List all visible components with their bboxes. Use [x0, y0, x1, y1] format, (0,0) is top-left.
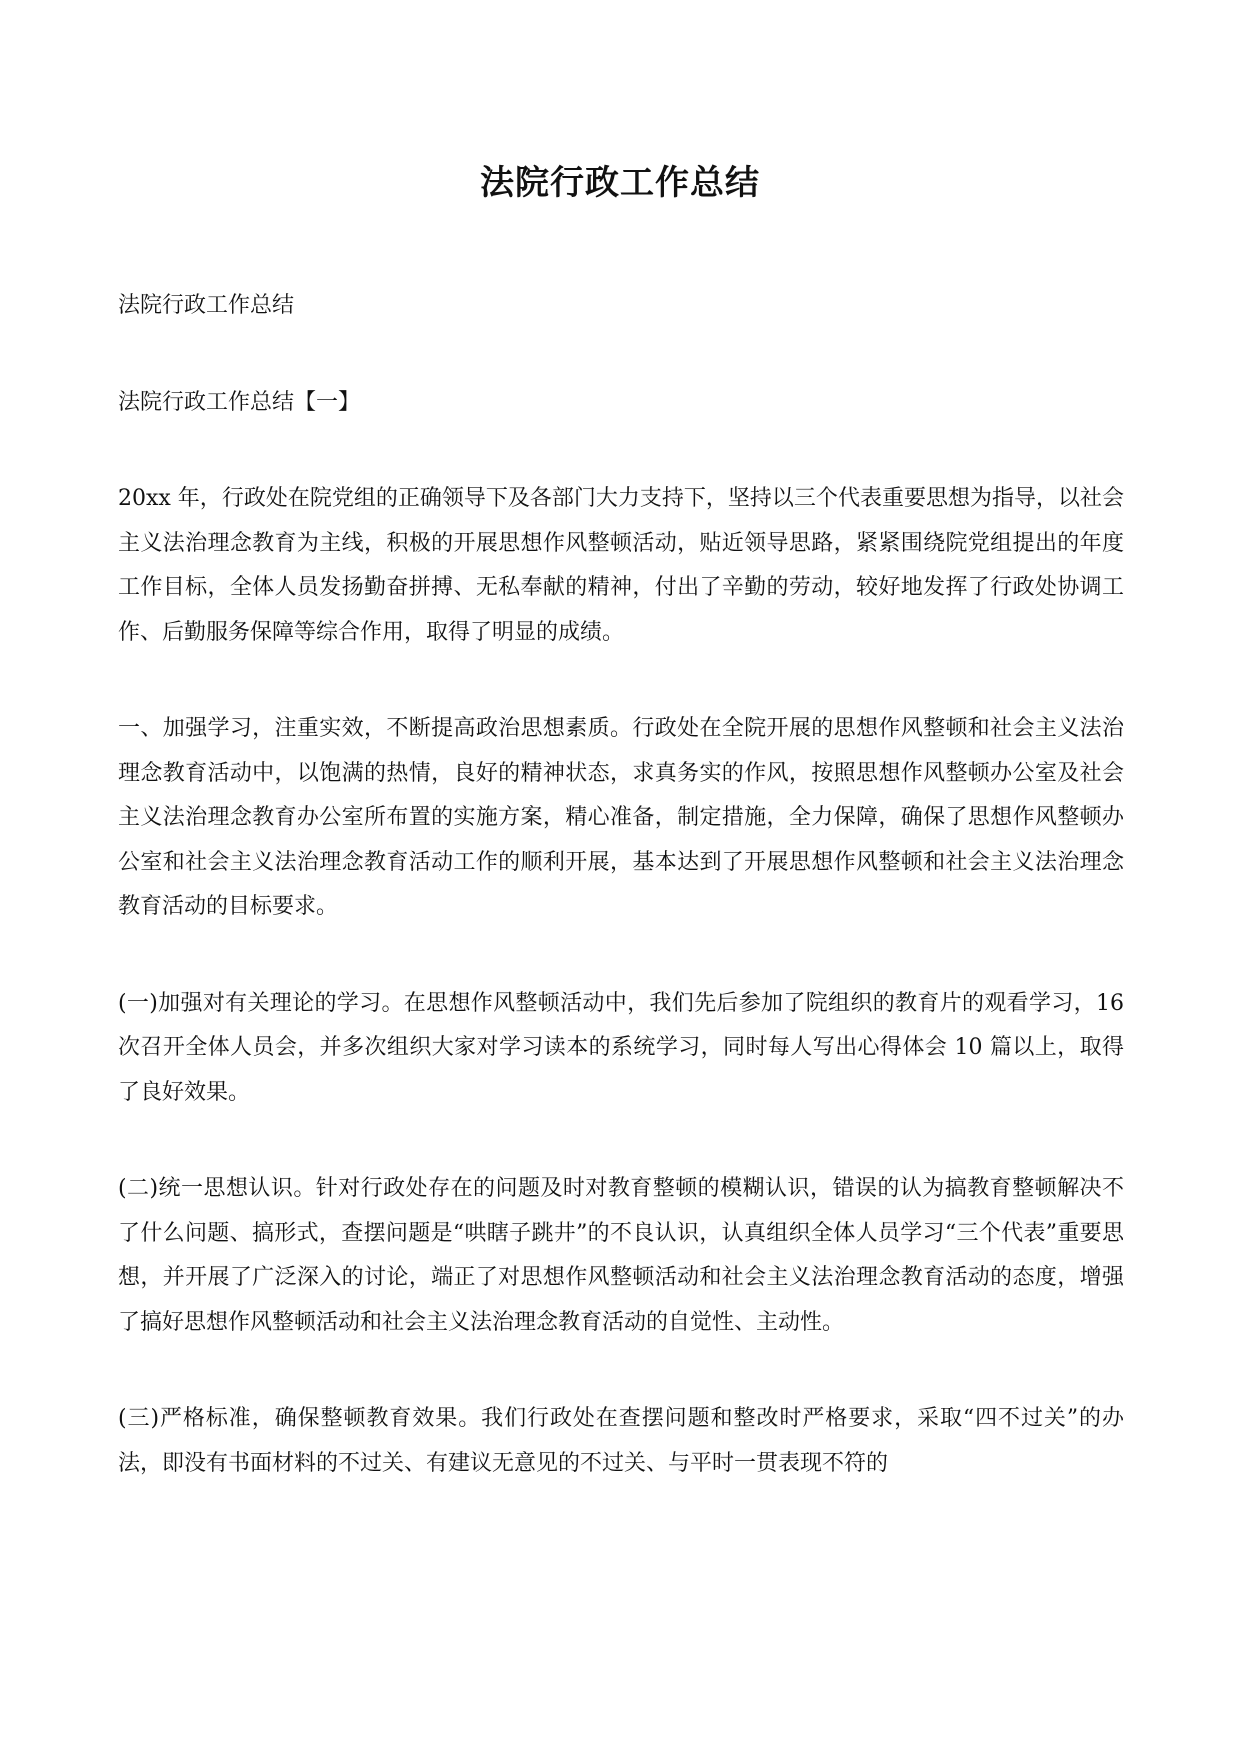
document-title: 法院行政工作总结 — [480, 163, 760, 203]
paragraph-intro: 20xx 年，行政处在院党组的正确领导下及各部门大力支持下，坚持以三个代表重要思想为指导，以社会主义法治理念教育为主线，积极的开展思想作风整顿活动，贴近领导思路，紧紧围绕院党组提出的年度工作目标，全体人员发扬勤奋拼搏、无私奉献的精神，付出了辛勤的劳动，较好地发挥了行政处协调工作、后勤服务保障等综合作用，取得了明显的成绩。 — [118, 486, 1124, 645]
paragraph-item-three: (三)严格标准，确保整顿教育效果。我们行政处在查摆问题和整改时严格要求，采取“四不过关”的办法，即没有书面材料的不过关、有建议无意见的不过关、与平时一贯表现不符的 — [118, 1406, 1124, 1476]
paragraph-item-two: (二)统一思想认识。针对行政处存在的问题及时对教育整顿的模糊认识，错误的认为搞教育整顿解决不了什么问题、搞形式，查摆问题是“哄瞎子跳井”的不良认识，认真组织全体人员学习“三个代表”重要思想，并开展了广泛深入的讨论，端正了对思想作风整顿活动和社会主义法治理念教育活动的态度，增强了搞好思想作风整顿活动和社会主义法治理念教育活动的自觉性、主动性。 — [118, 1176, 1124, 1335]
document-body — [118, 284, 1124, 1486]
document-subtitle: 法院行政工作总结 — [118, 293, 295, 318]
paragraph-item-one: (一)加强对有关理论的学习。在思想作风整顿活动中，我们先后参加了院组织的教育片的观看学习，16 次召开全体人员会，并多次组织大家对学习读本的系统学习，同时每人写出心得体会 10 篇以上，取得了良好效果。 — [118, 990, 1124, 1105]
paragraph-section-one: 一、加强学习，注重实效，不断提高政治思想素质。行政处在全院开展的思想作风整顿和社会主义法治理念教育活动中，以饱满的热情，良好的精神状态，求真务实的作风，按照思想作风整顿办公室及社会主义法治理念教育办公室所布置的实施方案，精心准备，制定措施，全力保障，确保了思想作风整顿办公室和社会主义法治理念教育活动工作的顺利开展，基本达到了开展思想作风整顿和社会主义法治理念教育活动的目标要求。 — [118, 716, 1124, 919]
section-heading: 法院行政工作总结【一】 — [118, 389, 361, 415]
